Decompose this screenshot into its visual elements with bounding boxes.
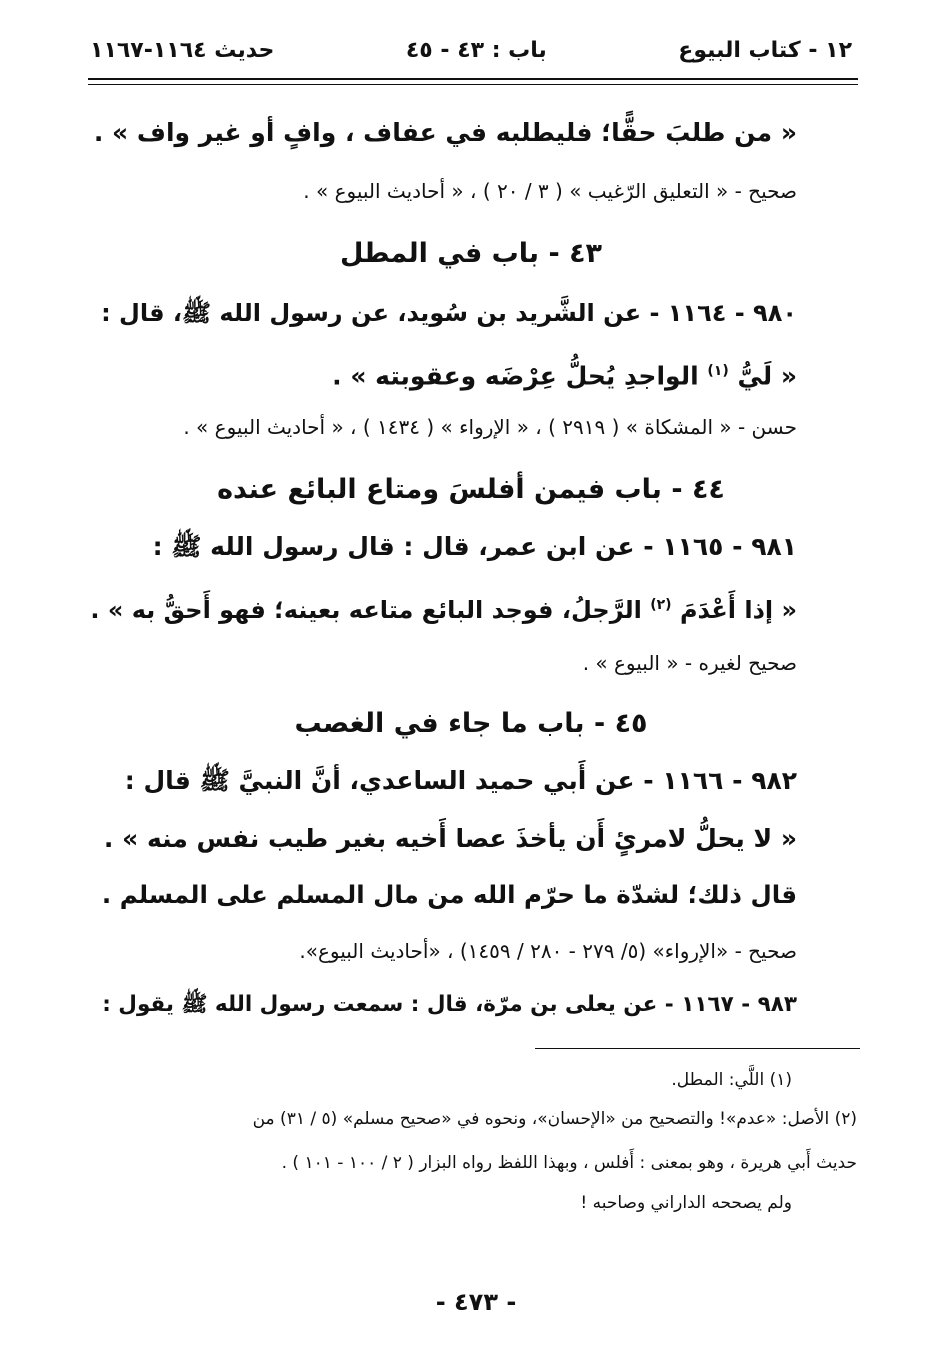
hadith-text-line: « لا يحلُّ لامرئٍ أَن يأخذَ عصا أَخيه بغير طيب نفس منه » . (103, 824, 797, 853)
section-heading-43: ٤٣ - باب في المطل (339, 238, 603, 269)
grading-line: صحيح - « التعليق الرّغيب » ( ٣ / ٢٠ ) ، « أحاديث البيوع » . (303, 179, 797, 203)
hadith-text-line (90, 590, 797, 625)
footnote-ref: (٢) (650, 597, 672, 613)
footnote-1: (١) اللَّي: المطل. (671, 1070, 792, 1090)
hadith-chain-line: ٩٨٢ - ١١٦٦ - عن أَبي حميد الساعدي، أنَّ النبيَّ ﷺ قال : (124, 766, 797, 795)
grading-line: صحيح لغيره - « البيوع » . (582, 651, 797, 675)
footnote-separator (535, 1048, 860, 1049)
section-heading-44: ٤٤ - باب فيمن أفلسَ ومتاع البائع عنده (217, 474, 725, 505)
footnote-ref: (١) (707, 363, 729, 379)
page-number: - ٤٧٣ - (435, 1288, 517, 1316)
hadith-chain-line: ٩٨٠ - ١١٦٤ - عن الشَّريد بن سُويد، عن رسول الله ﷺ، قال : (101, 299, 797, 327)
grading-line: حسن - « المشكاة » ( ٢٩١٩ ) ، « الإرواء » ( ١٤٣٤ ) ، « أحاديث البيوع » . (183, 415, 797, 439)
hadith-text-part: « إذا أَعْدَمَ (679, 596, 797, 624)
hadith-text-part: الرَّجلُ، فوجد البائع متاعه بعينه؛ فهو أَحقُّ به » . (90, 596, 642, 624)
hadith-text-part: « لَيُّ (737, 361, 797, 391)
hadith-chain-line: ٩٨١ - ١١٦٥ - عن ابن عمر، قال : قال رسول الله ﷺ : (152, 532, 797, 561)
footnote-2-line: حديث أَبي هريرة ، وهو بمعنى : أَفلس ، وبهذا اللفظ رواه البزار ( ٢ / ١٠٠ - ١٠١ ) . (281, 1153, 857, 1173)
header-hadith-range: حديث ١١٦٤-١١٦٧ (90, 37, 275, 63)
header-rule-thin (88, 84, 858, 85)
footnote-2-line: (٢) الأصل: «عدم»! والتصحيح من «الإحسان»، ونحوه في «صحيح مسلم» (٥ / ٣١) من (252, 1109, 857, 1129)
hadith-text-line (332, 356, 797, 391)
header-rule-thick (88, 78, 858, 80)
footnote-2-line: ولم يصححه الداراني وصاحبه ! (580, 1193, 792, 1213)
header-chapter: ١٢ - كتاب البيوع (678, 37, 852, 63)
grading-line: صحيح - «الإرواء» (٥/ ٢٧٩ - ٢٨٠ / ١٤٥٩) ، «أحاديث البيوع». (299, 939, 797, 963)
hadith-text-part: الواجدِ يُحلُّ عِرْضَه وعقوبته » . (332, 361, 699, 391)
header-section: باب : ٤٣ - ٤٥ (405, 37, 547, 63)
hadith-chain-line: ٩٨٣ - ١١٦٧ - عن يعلى بن مرّة، قال : سمعت رسول الله ﷺ يقول : (102, 992, 797, 1017)
hadith-commentary-line: قال ذلك؛ لشدّة ما حرّم الله من مال المسلم على المسلم . (101, 880, 797, 909)
section-heading-45: ٤٥ - باب ما جاء في الغصب (294, 708, 648, 739)
running-header (90, 30, 852, 70)
hadith-text-line: « من طلبَ حقًّا؛ فليطلبه في عفاف ، وافٍ أو غير واف » . (93, 118, 797, 147)
